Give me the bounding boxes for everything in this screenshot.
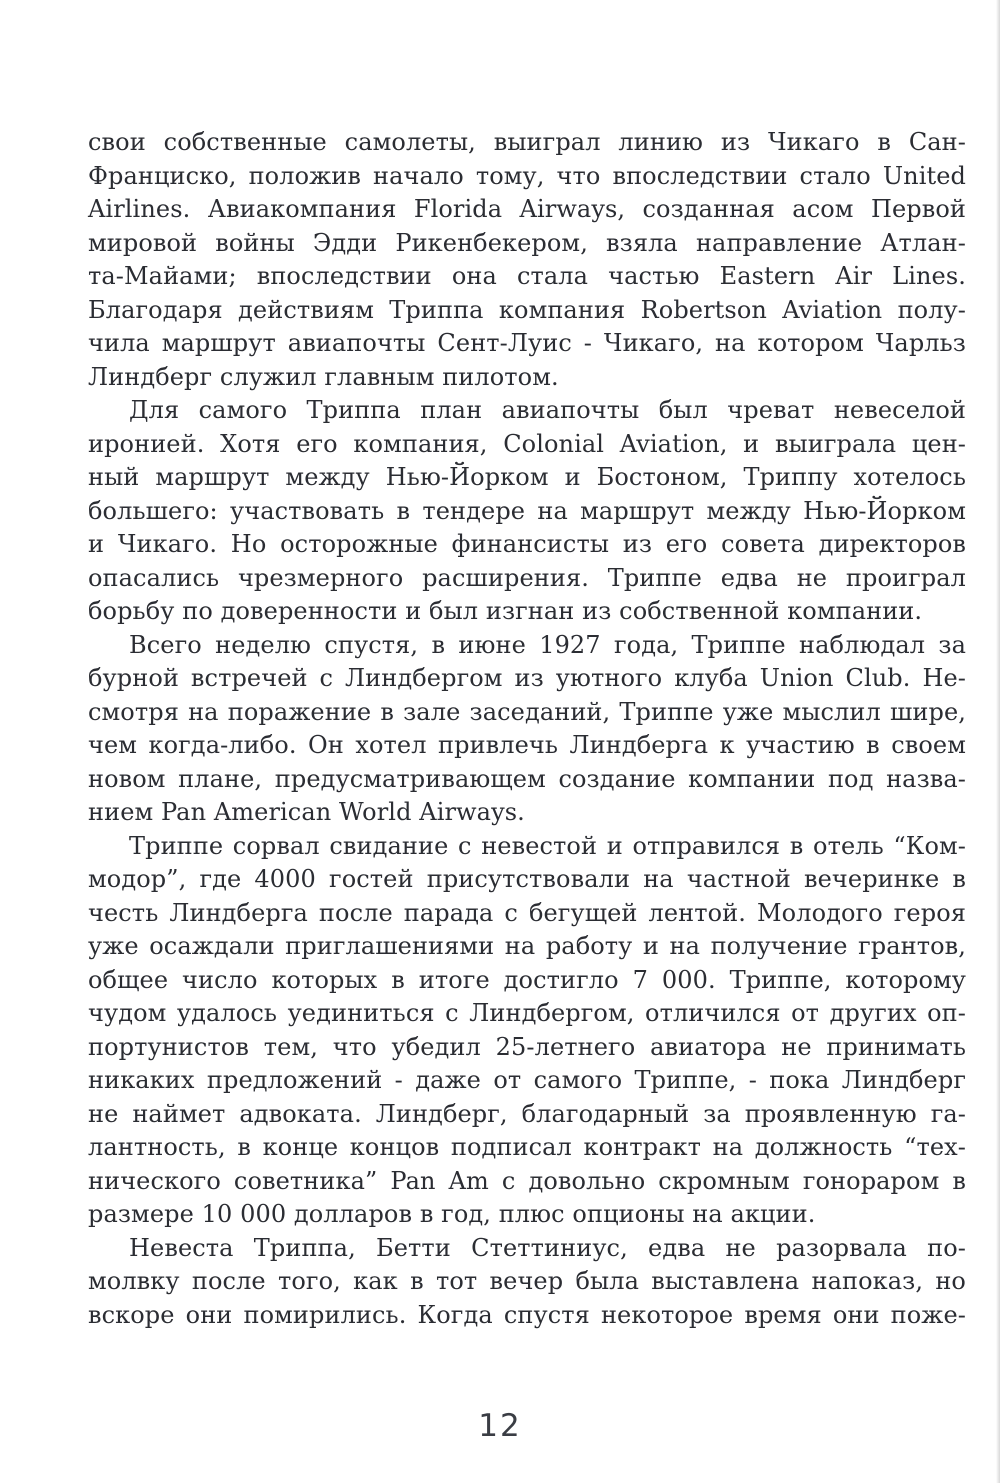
text-line: молвку после того, как в тот вечер была выставлена напоказ, но: [88, 1267, 966, 1295]
text-line: Невеста Триппа, Бетти Стеттиниус, едва не разорвала по-: [129, 1233, 966, 1262]
text-line: вскоре они помирились. Когда спустя некоторое время они поже-: [88, 1300, 966, 1329]
page-edge: [996, 0, 1000, 1483]
text-line: свои собственные самолеты, выиграл линию из Чикаго в Сан-: [88, 128, 966, 156]
text-line: новом плане, предусматривающем создание компании под назва-: [88, 764, 966, 793]
text-line: не наймет адвоката. Линдберг, благодарный за проявленную га-: [88, 1099, 966, 1128]
text-line: и Чикаго. Но осторожные финансисты из его совета директоров: [88, 530, 966, 558]
text-line: иронией. Хотя его компания, Colonial Aviation, и выиграла цен-: [88, 429, 966, 458]
text-line: ный маршрут между Нью-Йорком и Бостоном, Триппу хотелось: [88, 463, 966, 491]
text-line: Airlines. Авиакомпания Florida Airways, созданная асом Первой: [88, 195, 966, 223]
text-line: чила маршрут авиапочты Сент-Луис - Чикаго, на котором Чарльз: [88, 329, 966, 357]
text-line: чем когда-либо. Он хотел привлечь Линдберга к участию в своем: [88, 731, 966, 759]
text-line: нием Pan American World Airways.: [88, 798, 525, 826]
text-line: портунистов тем, что убедил 25-летнего авиатора не принимать: [88, 1032, 966, 1061]
text-line: Триппе сорвал свидание с невестой и отправился в отель “Ком-: [129, 831, 966, 860]
text-line: Линдберг служил главным пилотом.: [88, 362, 559, 391]
text-line: Благодаря действиям Триппа компания Robertson Aviation полу-: [88, 295, 966, 324]
text-line: нического советника” Pan Am с довольно скромным гонораром в: [88, 1166, 966, 1195]
page-number: 12: [478, 1408, 522, 1444]
text-line: та-Майами; впоследствии она стала частью Eastern Air Lines.: [88, 262, 966, 290]
text-line: бурной встречей с Линдбергом из уютного клуба Union Club. Не-: [88, 664, 966, 692]
text-line: честь Линдберга после парада с бегущей лентой. Молодого героя: [88, 898, 966, 927]
text-line: чудом удалось уединиться с Линдбергом, отличился от других оп-: [88, 999, 966, 1027]
text-line: большего: участвовать в тендере на маршрут между Нью-Йорком: [88, 496, 966, 525]
text-line: борьбу по доверенности и был изгнан из собственной компании.: [88, 597, 923, 625]
paragraph: [88, 629, 966, 830]
text-line: размере 10 000 долларов в год, плюс опционы на акции.: [88, 1200, 816, 1228]
text-line: лантность, в конце концов подписал контракт на должность “тех-: [88, 1133, 966, 1161]
text-line: опасались чрезмерного расширения. Триппе едва не проиграл: [88, 563, 966, 592]
text-line: Для самого Триппа план авиапочты был чреват невеселой: [129, 396, 966, 424]
text-line: уже осаждали приглашениями на работу и на получение грантов,: [88, 932, 966, 960]
paragraph: [88, 126, 966, 394]
text-line: модор”, где 4000 гостей присутствовали на частной вечеринке в: [88, 865, 966, 893]
text-line: Франциско, положив начало тому, что впоследствии стало United: [88, 161, 966, 190]
page-body-text: [88, 126, 966, 1332]
paragraph: [88, 1232, 966, 1333]
text-line: смотря на поражение в зале заседаний, Триппе уже мыслил шире,: [88, 697, 966, 726]
text-line: никаких предложений - даже от самого Триппе, - пока Линдберг: [88, 1066, 966, 1094]
text-line: мировой войны Эдди Рикенбекером, взяла направление Атлан-: [88, 228, 966, 257]
text-line: общее число которых в итоге достигло 7 000. Триппе, которому: [88, 965, 966, 994]
paragraph: [88, 394, 966, 629]
text-line: Всего неделю спустя, в июне 1927 года, Триппе наблюдал за: [129, 630, 966, 659]
paragraph: [88, 830, 966, 1232]
